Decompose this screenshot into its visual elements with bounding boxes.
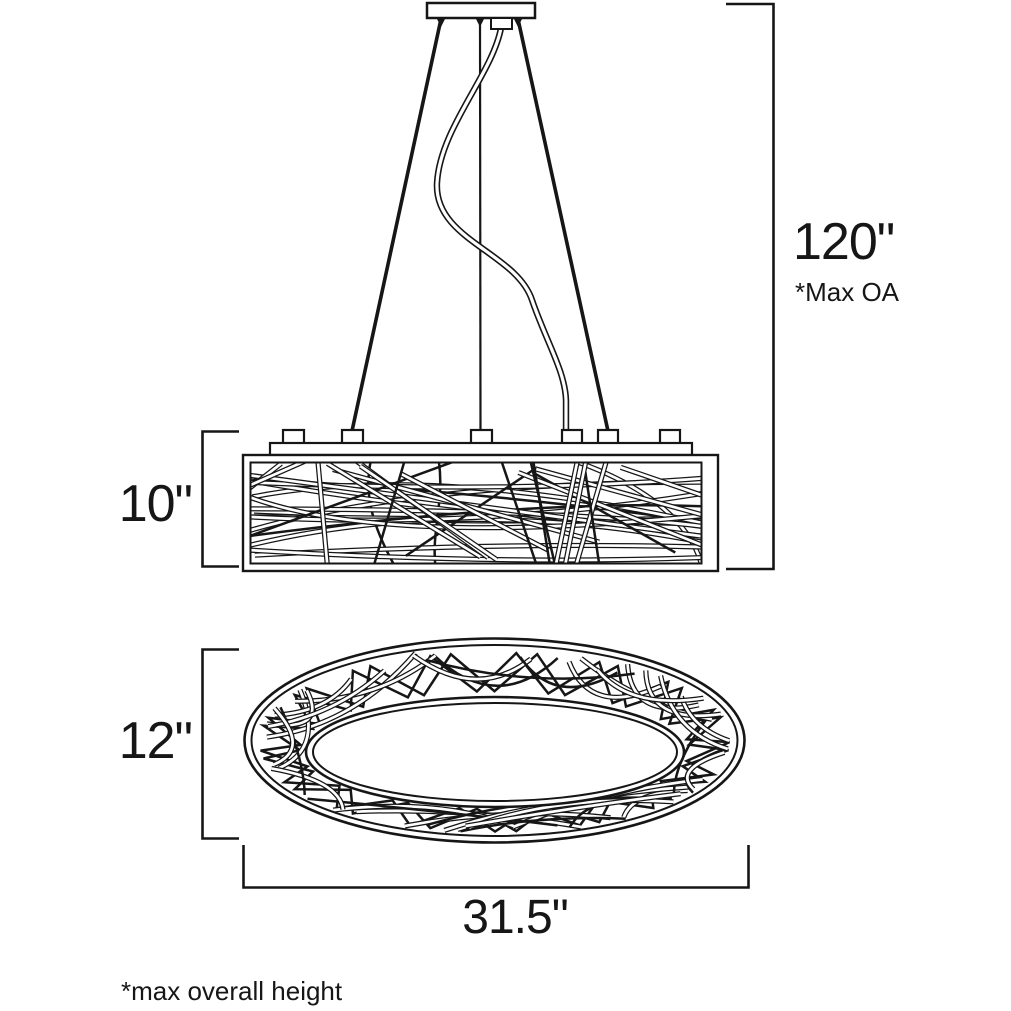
dimension-bracket-10in <box>203 432 240 567</box>
cable-fitting-center-icon <box>475 17 485 27</box>
dimension-line-120in <box>726 4 774 569</box>
mounting-blocks <box>283 430 680 444</box>
mounting-block <box>471 430 492 444</box>
canopy-plate <box>427 3 535 18</box>
shade-top-rail <box>270 443 692 455</box>
dimension-label-10in: 10" <box>118 475 192 533</box>
power-cord-core <box>437 28 566 430</box>
dimension-label-12in: 12" <box>118 712 192 770</box>
cable-fitting-right-icon <box>513 17 523 27</box>
dimension-label-120in: 120" <box>793 213 895 271</box>
mounting-block <box>283 430 304 444</box>
suspension-cable-right <box>518 19 608 431</box>
cable-fitting-left-icon <box>436 17 446 27</box>
footnote-max-overall-height: *max overall height <box>121 976 343 1006</box>
mounting-block <box>562 430 582 444</box>
dimension-label-31-5in: 31.5" <box>462 891 568 944</box>
dimension-note-max-oa: *Max OA <box>795 277 900 307</box>
oval-opening-outline <box>306 697 684 807</box>
cord-connector-box <box>491 18 512 29</box>
dimension-bracket-12in <box>203 650 240 839</box>
mounting-block <box>342 430 363 444</box>
dimension-bracket-31-5in <box>244 845 749 888</box>
mounting-block <box>660 430 680 444</box>
mounting-block <box>598 430 618 444</box>
suspension-cable-left <box>352 19 441 431</box>
